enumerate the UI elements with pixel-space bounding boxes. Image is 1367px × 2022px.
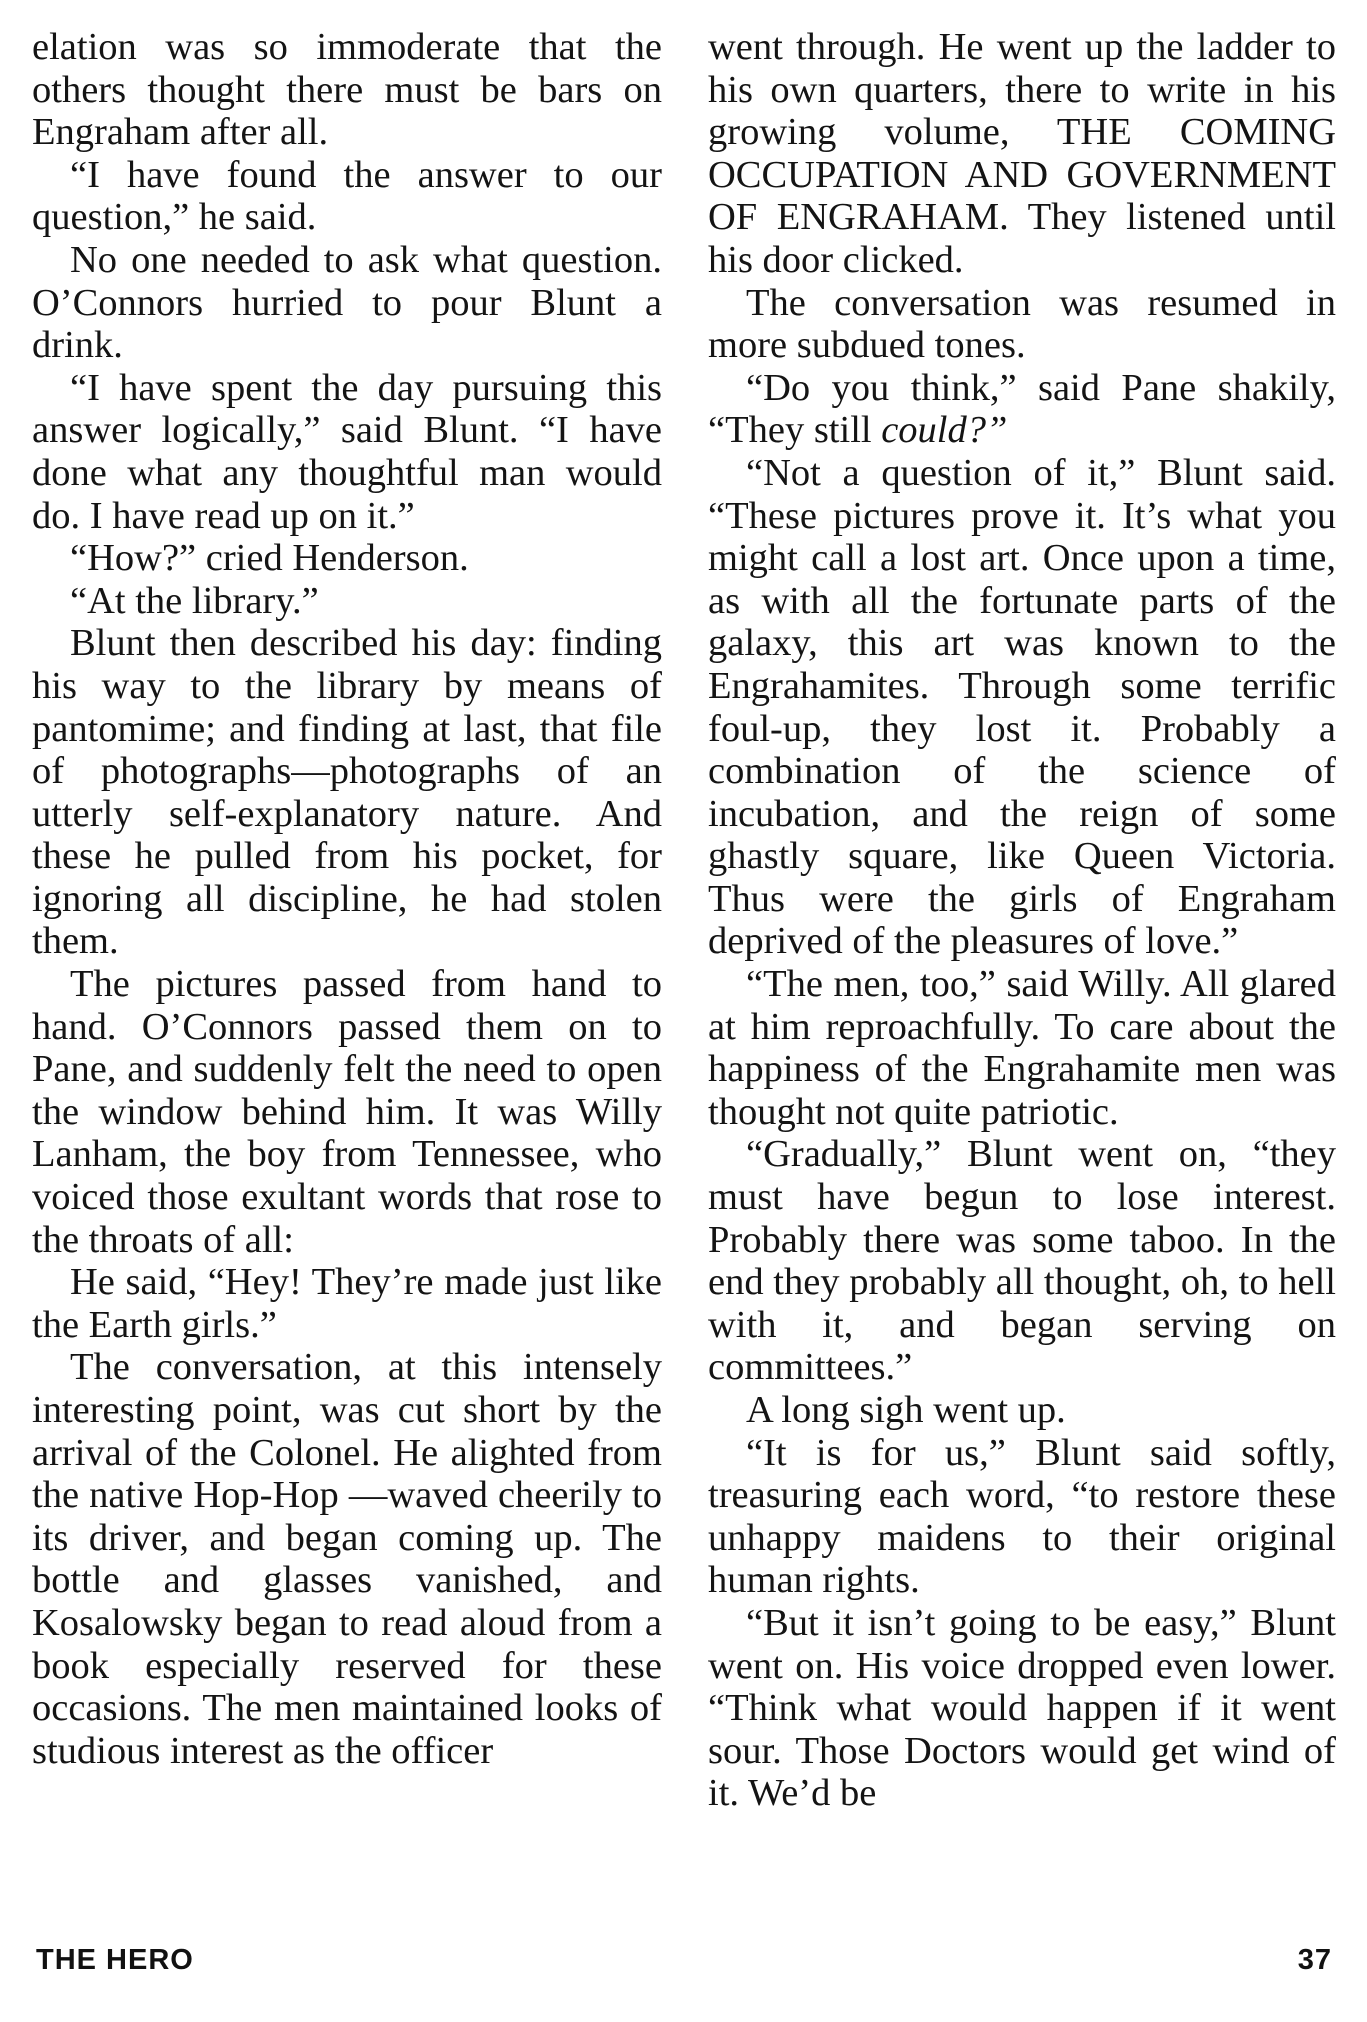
paragraph: The conversation was resumed in more subdued tones. <box>708 281 1336 367</box>
right-text-column <box>708 26 1336 1815</box>
dialogue-text: “Do you think,” said Pane shakily, “They still <box>708 366 1336 452</box>
paragraph: The pictures passed from hand to hand. O’Connors passed them on to Pane, and suddenly felt the need to open the window behind him. It was Willy Lanham, the boy from Tennessee, who voiced those exultant words that rose to the throats of all: <box>32 963 662 1261</box>
page-number: 37 <box>1297 1944 1332 1976</box>
italic-emphasis: could?” <box>881 409 1008 452</box>
paragraph: “It is for us,” Blunt said softly, treasuring each word, “to restore these unhappy maidens to their original human rights. <box>708 1431 1336 1602</box>
paragraph: He said, “Hey! They’re made just like the Earth girls.” <box>32 1261 662 1346</box>
paragraph: “At the library.” <box>70 579 319 622</box>
paragraph: went through. He went up the ladder to his own quarters, there to write in his growing volume, THE COMING OCCUPATION AND GOVERNMENT OF ENGRAHAM. They listened until his door clicked. <box>708 26 1336 281</box>
paragraph: A long sigh went up. <box>746 1389 1066 1431</box>
paragraph: “Not a question of it,” Blunt said. “These pictures prove it. It’s what you might call a lost art. Once upon a time, as with all the fortunate parts of the galaxy, this art was known to the Engrahamites. Through some terrific foul-up, they lost it. Probably a combination of the science of incubation, and the reign of some ghastly square, like Queen Victoria. Thus were the girls of Engraham deprived of the pleasures of love.” <box>708 451 1336 963</box>
paragraph: “I have found the answer to our question,” he said. <box>32 153 662 239</box>
paragraph: “Gradually,” Blunt went on, “they must have begun to lose interest. Probably there was some taboo. In the end they probably all thought, oh, to hell with it, and began serving on committees.” <box>708 1133 1336 1389</box>
page-footer <box>32 1944 1332 1984</box>
paragraph: “How?” cried Henderson. <box>70 537 469 580</box>
paragraph: “I have spent the day pursuing this answer logically,” said Blunt. “I have done what any thoughtful man would do. I have read up on it.” <box>32 366 662 537</box>
paragraph: Blunt then described his day: finding his way to the library by means of pantomime; and finding at last, that file of photographs—photographs of an utterly self-explanatory nature. And these he pulled from his pocket, for ignoring all discipline, he had stolen them. <box>32 622 662 963</box>
paragraph: “The men, too,” said Willy. All glared at him reproachfully. To care about the happiness of the Engrahamite men was thought not quite patriotic. <box>708 963 1336 1133</box>
running-head: THE HERO <box>36 1944 194 1976</box>
paragraph: No one needed to ask what question. O’Connors hurried to pour Blunt a drink. <box>32 238 662 367</box>
paragraph: elation was so immoderate that the others thought there must be bars on Engraham after all. <box>32 26 662 154</box>
paragraph <box>708 367 1336 452</box>
paragraph: “But it isn’t going to be easy,” Blunt went on. His voice dropped even lower. “Think what would happen if it went sour. Those Doctors would get wind of it. We’d be <box>708 1601 1336 1815</box>
left-text-column <box>32 26 662 1772</box>
paragraph: The conversation, at this intensely interesting point, was cut short by the arrival of the Colonel. He alighted from the native Hop-Hop —waved cheerily to its driver, and began coming up. The bottle and glasses vanished, and Kosalowsky began to read aloud from a book especially reserved for these occasions. The men maintained looks of studious interest as the officer <box>32 1346 662 1772</box>
